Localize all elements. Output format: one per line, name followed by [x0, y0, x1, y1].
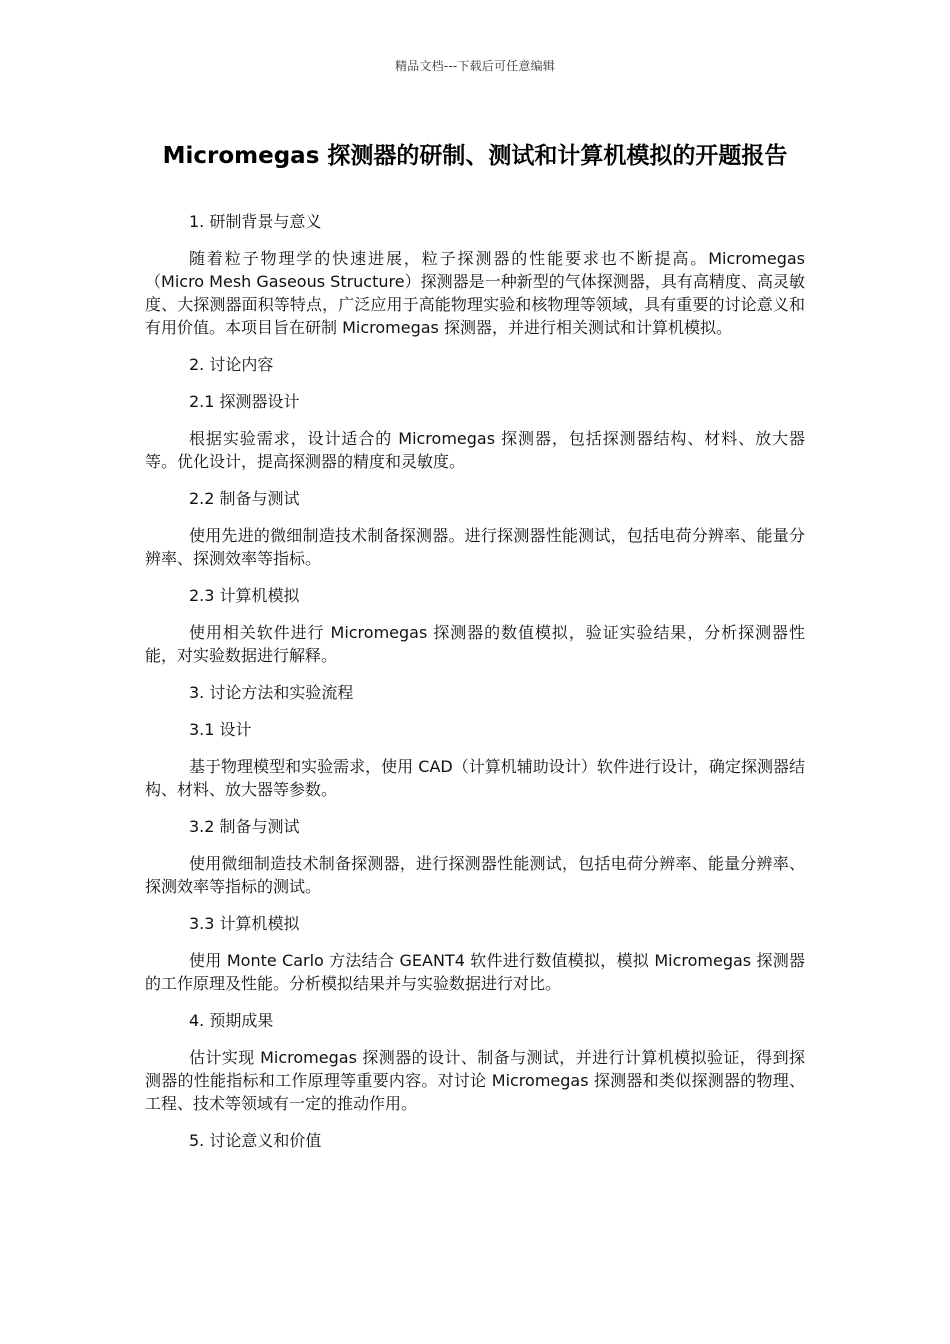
- body-paragraph: 使用先进的微细制造技术制备探测器。进行探测器性能测试，包括电荷分辨率、能量分辨率、探测效率等指标。: [145, 526, 805, 568]
- body-paragraph: 使用 Monte Carlo 方法结合 GEANT4 软件进行数值模拟，模拟 Micromegas 探测器的工作原理及性能。分析模拟结果并与实验数据进行对比。: [145, 951, 805, 993]
- section-heading: 3. 讨论方法和实验流程: [189, 683, 354, 702]
- section-heading: 3.3 计算机模拟: [189, 914, 300, 933]
- body-paragraph: 使用微细制造技术制备探测器，进行探测器性能测试，包括电荷分辨率、能量分辨率、探测效率等指标的测试。: [145, 854, 805, 896]
- body-paragraph: 估计实现 Micromegas 探测器的设计、制备与测试，并进行计算机模拟验证，得到探测器的性能指标和工作原理等重要内容。对讨论 Micromegas 探测器和类似探测器的物理、工程、技术等领域有一定的推动作用。: [145, 1048, 805, 1113]
- section-heading: 3.1 设计: [189, 720, 252, 739]
- body-paragraph: 使用相关软件进行 Micromegas 探测器的数值模拟，验证实验结果，分析探测器性能，对实验数据进行解释。: [145, 623, 805, 665]
- header-note: 精品文档---下载后可任意编辑: [395, 59, 555, 73]
- section-heading: 2.1 探测器设计: [189, 392, 300, 411]
- document-title: Micromegas 探测器的研制、测试和计算机模拟的开题报告: [162, 143, 788, 169]
- section-heading: 3.2 制备与测试: [189, 817, 300, 836]
- section-heading: 5. 讨论意义和价值: [189, 1131, 322, 1150]
- section-heading: 4. 预期成果: [189, 1011, 274, 1030]
- body-paragraph: 根据实验需求，设计适合的 Micromegas 探测器，包括探测器结构、材料、放大器等。优化设计，提高探测器的精度和灵敏度。: [145, 429, 805, 471]
- document-body: [145, 210, 805, 1166]
- section-heading: 1. 研制背景与意义: [189, 212, 322, 231]
- body-paragraph: 随着粒子物理学的快速进展，粒子探测器的性能要求也不断提高。Micromegas（Micro Mesh Gaseous Structure）探测器是一种新型的气体探测器，具有高精度、高灵敏度、大探测器面积等特点，广泛应用于高能物理实验和核物理等领域，具有重要的讨论意义和有用价值。本项目旨在研制 Micromegas 探测器，并进行相关测试和计算机模拟。: [145, 249, 805, 337]
- section-heading: 2.3 计算机模拟: [189, 586, 300, 605]
- section-heading: 2.2 制备与测试: [189, 489, 300, 508]
- section-heading: 2. 讨论内容: [189, 355, 274, 374]
- body-paragraph: 基于物理模型和实验需求，使用 CAD（计算机辅助设计）软件进行设计，确定探测器结构、材料、放大器等参数。: [145, 757, 805, 799]
